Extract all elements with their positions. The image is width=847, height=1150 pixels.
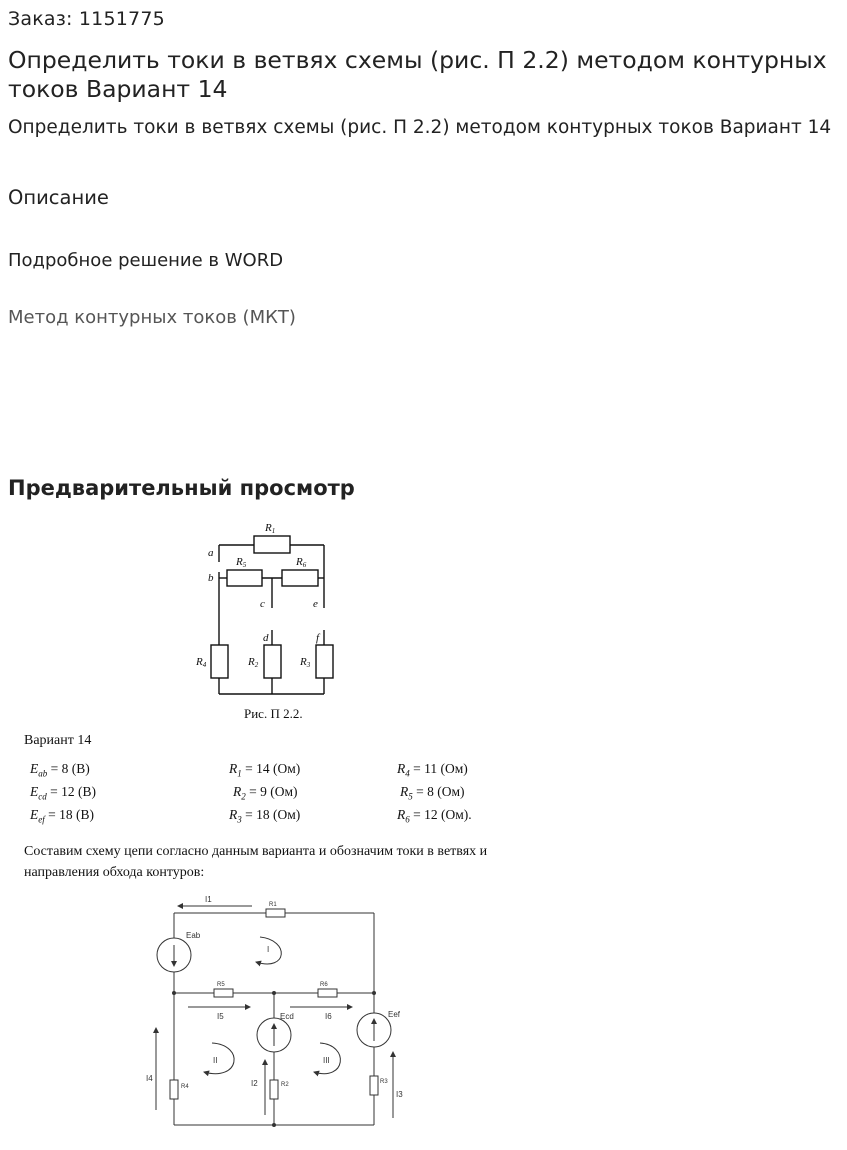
label-r2: R2 [281, 1082, 289, 1088]
description-heading: Описание [8, 186, 109, 209]
node-f: f [316, 632, 320, 644]
params-col-r456 [397, 760, 472, 830]
label-i6: I6 [325, 1012, 332, 1021]
solution-paragraph: Составим схему цепи согласно данным варианта и обозначим токи в ветвях и направления обхода контуров: [24, 844, 488, 880]
label-i1: I1 [205, 895, 212, 904]
param-eab: $E_{ab} = 8$ (В) [30, 761, 90, 779]
node-e: e [313, 598, 318, 610]
label-r1: R1 [265, 522, 276, 535]
label-i5: I5 [217, 1012, 224, 1021]
resistor-r6 [282, 570, 318, 586]
resistor-r1 [254, 536, 290, 553]
param-r6: $R_6 = 12$ (Ом). [397, 807, 472, 826]
node-a: a [208, 547, 214, 559]
params-col-r123 [229, 760, 300, 830]
page-subtitle: Определить токи в ветвях схемы (рис. П 2.2) методом контурных токов Вариант 14 [8, 117, 832, 138]
resistor-r2 [270, 1080, 278, 1099]
label-ecd: Ecd [280, 1012, 294, 1021]
param-r2: $R_2 = 9$ (Ом) [233, 784, 298, 802]
resistor-r5 [227, 570, 262, 586]
label-i2: I2 [251, 1079, 258, 1088]
resistor-r4 [211, 645, 228, 678]
label-r3: R3 [380, 1079, 388, 1085]
param-r1: $R_1 = 14$ (Ом) [229, 761, 301, 779]
param-ecd: $E_{cd} = 12$ (В) [30, 784, 96, 802]
resistor-r1 [266, 909, 285, 917]
preview-heading: Предварительный просмотр [8, 476, 355, 500]
label-i4: I4 [146, 1074, 153, 1083]
resistor-r2 [264, 645, 281, 678]
page-title: Определить токи в ветвях схемы (рис. П 2.2) методом контурных токов Вариант 14 [8, 46, 827, 103]
figure-caption: Рис. П 2.2. [244, 706, 303, 721]
node-c: c [260, 598, 265, 610]
label-r6: R6 [296, 556, 307, 569]
method-link[interactable]: Метод контурных токов (МКТ) [8, 307, 296, 328]
label-r5: R5 [236, 556, 247, 569]
label-r2: R2 [248, 656, 259, 669]
label-r6: R6 [320, 982, 328, 988]
order-number: Заказ: 1151775 [8, 8, 165, 30]
param-eef: $E_{ef} = 18$ (В) [30, 807, 94, 826]
resistor-r6 [318, 989, 337, 997]
circuit-figure-1 [190, 515, 350, 705]
description-text: Подробное решение в WORD [8, 250, 284, 271]
circuit-figure-2 [140, 890, 420, 1135]
label-loop-i: I [267, 945, 270, 954]
node-b: b [208, 572, 214, 584]
param-r4: $R_4 = 11$ (Ом) [397, 761, 468, 779]
params-col-emf [30, 760, 96, 830]
node-d: d [263, 632, 269, 644]
label-r1: R1 [269, 902, 277, 908]
label-i3: I3 [396, 1090, 403, 1099]
label-eab: Eab [186, 931, 201, 940]
param-r5: $R_5 = 8$ (Ом) [400, 784, 465, 802]
label-r5: R5 [217, 982, 225, 988]
label-r4: R4 [196, 656, 207, 669]
resistor-r4 [170, 1080, 178, 1099]
label-eef: Eef [388, 1010, 401, 1019]
label-loop-ii: II [213, 1056, 218, 1065]
label-r4: R4 [181, 1084, 189, 1090]
resistor-r3 [316, 645, 333, 678]
label-loop-iii: III [323, 1056, 330, 1065]
variant-label: Вариант 14 [24, 733, 92, 748]
resistor-r3 [370, 1076, 378, 1095]
param-r3: $R_3 = 18$ (Ом) [229, 807, 301, 826]
resistor-r5 [214, 989, 233, 997]
label-r3: R3 [300, 656, 311, 669]
